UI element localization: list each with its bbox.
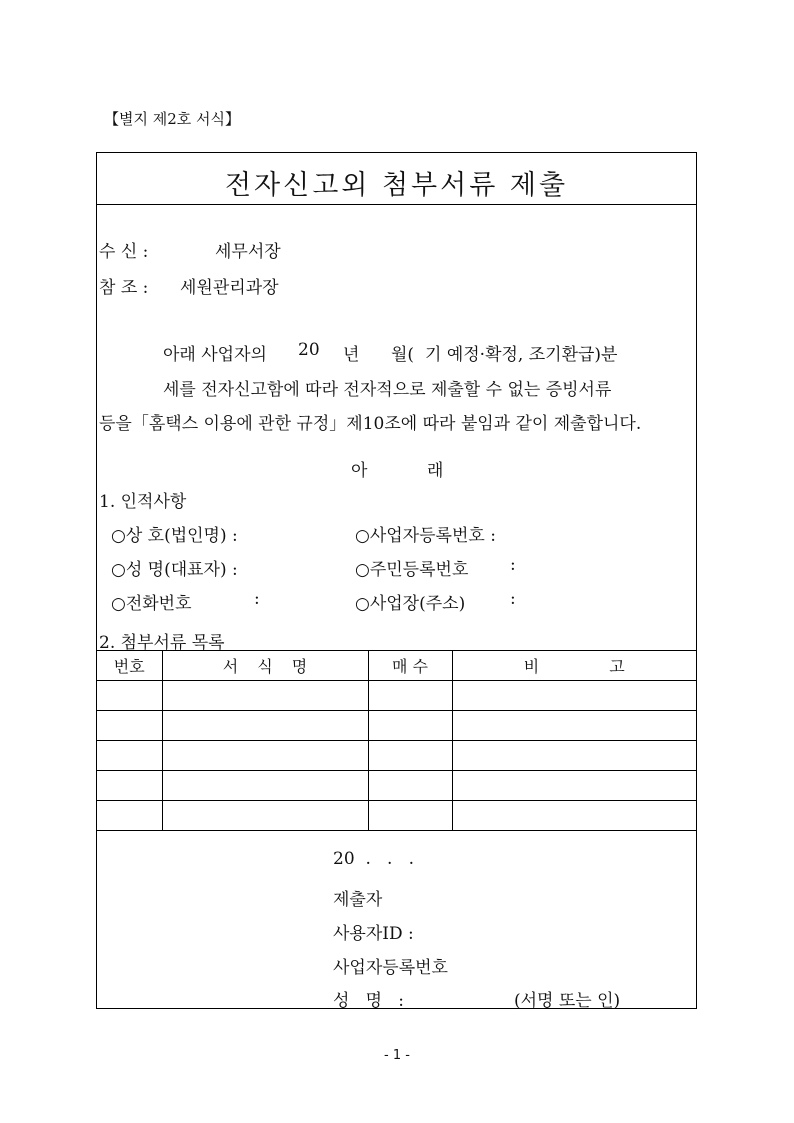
body-line1-period: 기 예정·확정, 조기환급)분 bbox=[425, 345, 618, 365]
col-header-number: 번호 bbox=[97, 651, 162, 681]
body-line1-year: 20 bbox=[298, 340, 320, 360]
table-row bbox=[97, 741, 696, 771]
form-label: 【별지 제2호 서식】 bbox=[104, 110, 241, 128]
col-header-remark bbox=[452, 651, 696, 681]
col-header-form-name bbox=[162, 651, 368, 681]
table-cell bbox=[162, 741, 368, 771]
table-cell bbox=[452, 681, 696, 711]
info-representative: ○성 명(대표자) : bbox=[111, 560, 238, 580]
title-row bbox=[97, 153, 696, 205]
col-header-count: 매 수 bbox=[368, 651, 452, 681]
table-cell bbox=[368, 711, 452, 741]
table-cell bbox=[162, 771, 368, 801]
table-cell bbox=[452, 801, 696, 831]
body-line3: 등을「홈택스 이용에 관한 규정」제10조에 따라 붙임과 같이 제출합니다. bbox=[99, 414, 642, 434]
info-phone: ○전화번호 bbox=[111, 594, 192, 614]
form-title: 전자신고외 첨부서류 제출 bbox=[224, 170, 569, 201]
recipient-to-value: 세무서장 bbox=[215, 242, 281, 262]
page-number: - 1 - bbox=[384, 1048, 410, 1063]
table-row bbox=[97, 711, 696, 741]
table-cell bbox=[97, 771, 162, 801]
table-cell bbox=[162, 711, 368, 741]
table-cell bbox=[162, 681, 368, 711]
table-cell bbox=[368, 741, 452, 771]
body-line1-year-unit: 년 bbox=[343, 345, 360, 365]
section-mark-left: 아 bbox=[351, 461, 368, 481]
footer-date: 20 . . . bbox=[333, 849, 415, 869]
col-header-remark-left: 비 bbox=[523, 657, 540, 676]
table-header-row bbox=[97, 651, 696, 681]
table-cell bbox=[97, 741, 162, 771]
table-cell bbox=[162, 801, 368, 831]
table-row bbox=[97, 801, 696, 831]
info-resident-number: ○주민등록번호 bbox=[355, 560, 469, 580]
info-business-number: ○사업자등록번호 : bbox=[355, 526, 496, 546]
table-cell bbox=[97, 681, 162, 711]
table-cell bbox=[452, 711, 696, 741]
table-cell bbox=[97, 711, 162, 741]
table-row bbox=[97, 771, 696, 801]
section2-heading: 2. 첨부서류 목록 bbox=[99, 633, 225, 653]
table-cell bbox=[452, 771, 696, 801]
recipient-to-label: 수 신 : bbox=[99, 242, 149, 262]
section1-heading: 1. 인적사항 bbox=[99, 492, 187, 512]
table-cell bbox=[368, 681, 452, 711]
recipient-ref-value: 세원관리과장 bbox=[180, 278, 279, 298]
table-cell bbox=[452, 741, 696, 771]
info-phone-colon: : bbox=[254, 589, 260, 609]
col-header-form-name-text: 서 식 명 bbox=[222, 657, 308, 676]
form-frame bbox=[96, 152, 697, 1009]
info-address-colon: : bbox=[510, 589, 516, 609]
info-resident-number-colon: : bbox=[510, 555, 516, 575]
attachment-table bbox=[97, 650, 696, 831]
table-cell bbox=[368, 801, 452, 831]
table-cell bbox=[97, 801, 162, 831]
info-address: ○사업장(주소) bbox=[355, 594, 466, 614]
section-mark-right: 래 bbox=[427, 461, 444, 481]
table-row bbox=[97, 681, 696, 711]
col-header-remark-right: 고 bbox=[609, 657, 625, 676]
body-line1-month: 월( bbox=[391, 345, 415, 365]
footer-submitter: 제출자 bbox=[333, 890, 383, 910]
recipient-ref-label: 참 조 : bbox=[99, 278, 149, 298]
body-line2: 세를 전자신고함에 따라 전자적으로 제출할 수 없는 증빙서류 bbox=[163, 380, 612, 400]
body-line1-intro: 아래 사업자의 bbox=[163, 345, 267, 365]
footer-user-id: 사용자ID : bbox=[333, 924, 414, 944]
footer-name-label: 성 명 : bbox=[333, 991, 404, 1011]
footer-signature: (서명 또는 인) bbox=[514, 991, 621, 1011]
info-company-name: ○상 호(법인명) : bbox=[111, 526, 238, 546]
footer-business-number: 사업자등록번호 bbox=[333, 958, 448, 978]
table-cell bbox=[368, 771, 452, 801]
